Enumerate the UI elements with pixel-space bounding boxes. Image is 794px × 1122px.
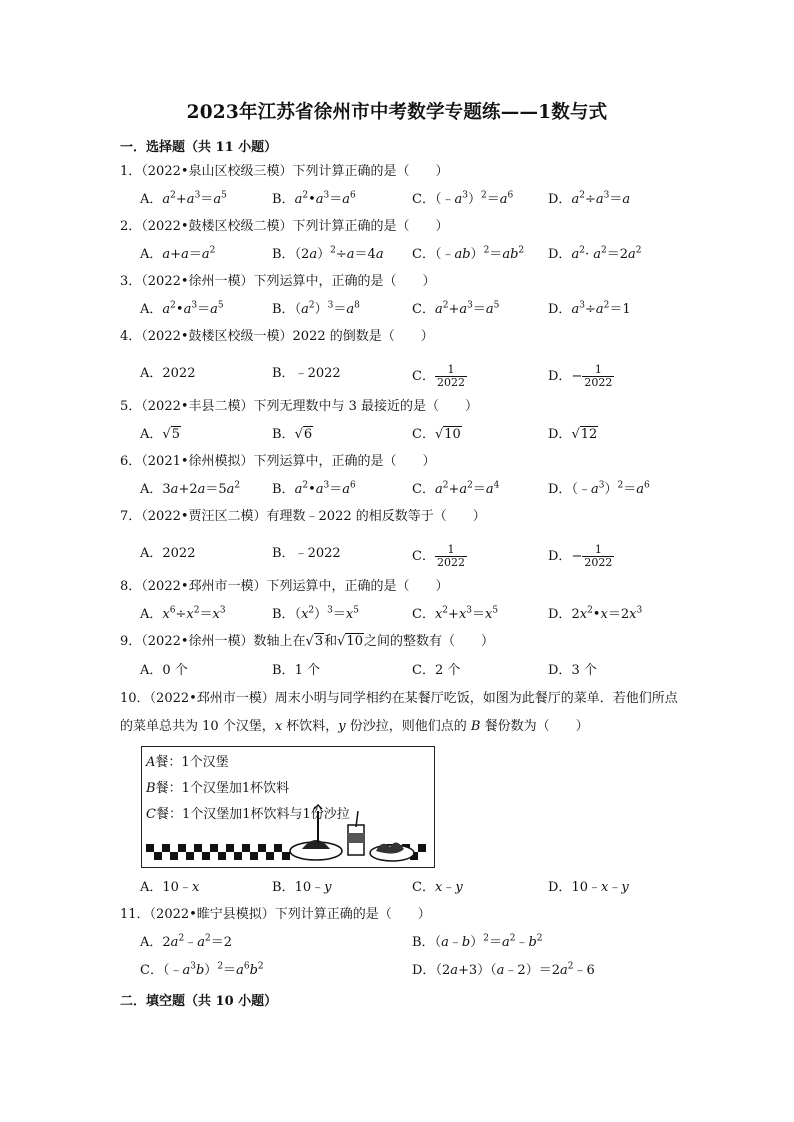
q6-option-c[interactable]: C．$a^2+a^2=a^4$ bbox=[412, 480, 500, 497]
menu-line-c: C餐：1个汉堡加1杯饮料与1份沙拉 bbox=[146, 807, 350, 822]
q8-option-a[interactable]: A．$x^6\div x^2=x^3$ bbox=[140, 605, 226, 622]
q7-option-b[interactable]: B．﹣2022 bbox=[272, 546, 341, 561]
page-title: 2023年江苏省徐州市中考数学专题练——1数与式 bbox=[186, 102, 608, 123]
q11-option-c[interactable]: C．$(﹣a^3b)^2=a^6b^2$ bbox=[140, 961, 264, 978]
section-heading-choice: 一．选择题（共 11 小题） bbox=[120, 140, 278, 155]
q7-option-c[interactable]: C． $\frac{1}{2022}$ bbox=[412, 543, 465, 569]
q11-option-b[interactable]: B．$(a﹣b)^2=a^2﹣b^2$ bbox=[412, 933, 543, 950]
fraction: $\frac{1}{2022}$ bbox=[584, 543, 613, 569]
q3-option-d[interactable]: D．$a^3\div a^2=1$ bbox=[548, 300, 631, 317]
q9-option-b[interactable]: B．1 个 bbox=[272, 663, 320, 678]
q4-option-d[interactable]: D．− $\frac{1}{2022}$ bbox=[548, 363, 613, 389]
menu-figure bbox=[141, 746, 435, 868]
section-heading-fill: 二．填空题（共 10 小题） bbox=[120, 994, 278, 1009]
q2-option-d[interactable]: D．$a^2\cdot a^2=2a^2$ bbox=[548, 245, 642, 262]
q3-option-a[interactable]: A．$a^2•a^3=a^5$ bbox=[140, 300, 224, 317]
q1-option-c[interactable]: C．$(﹣a^3)^2=a^6$ bbox=[412, 190, 514, 207]
q9-option-c[interactable]: C．2 个 bbox=[412, 663, 461, 678]
q6-option-a[interactable]: A．$3a+2a=5a^2$ bbox=[140, 480, 241, 497]
question-3: 3．（2022•徐州一模）下列运算中，正确的是（ ） bbox=[120, 274, 436, 289]
question-9: 9．（2022•徐州一模）数轴上在√3和√10之间的整数有（ ） bbox=[120, 634, 494, 649]
q11-option-d[interactable]: D．$(2a+3)(a﹣2)=2a^2﹣6$ bbox=[412, 961, 595, 978]
q2-option-c[interactable]: C．$(﹣ab)^2=ab^2$ bbox=[412, 245, 525, 262]
question-1: 1．（2022•泉山区校级三模）下列计算正确的是（ ） bbox=[120, 164, 449, 179]
q8-option-d[interactable]: D．$2x^2•x=2x^3$ bbox=[548, 605, 643, 622]
question-2: 2．（2022•鼓楼区校级二模）下列计算正确的是（ ） bbox=[120, 219, 449, 234]
q7-option-a[interactable]: A．2022 bbox=[140, 546, 196, 561]
fraction: $\frac{1}{2022}$ bbox=[584, 363, 613, 389]
q2-option-b[interactable]: B．$(2a)^2\div a=4a$ bbox=[272, 245, 384, 262]
q5-option-c[interactable]: C．√10 bbox=[412, 427, 461, 442]
q7-option-d[interactable]: D．− $\frac{1}{2022}$ bbox=[548, 543, 613, 569]
fraction: $\frac{1}{2022}$ bbox=[436, 543, 465, 569]
q8-option-c[interactable]: C．$x^2+x^3=x^5$ bbox=[412, 605, 499, 622]
q6-option-b[interactable]: B．$a^2•a^3=a^6$ bbox=[272, 480, 356, 497]
q10-option-c[interactable]: C．x﹣y bbox=[412, 880, 463, 895]
q5-option-b[interactable]: B．√6 bbox=[272, 427, 313, 442]
question-5: 5．（2022•丰县二模）下列无理数中与 3 最接近的是（ ） bbox=[120, 399, 479, 414]
question-4: 4．（2022•鼓楼区校级一模）2022 的倒数是（ ） bbox=[120, 329, 434, 344]
question-6: 6．（2021•徐州模拟）下列运算中，正确的是（ ） bbox=[120, 454, 436, 469]
question-11: 11．（2022•睢宁县模拟）下列计算正确的是（ ） bbox=[120, 907, 431, 922]
q10-option-b[interactable]: B．10﹣y bbox=[272, 880, 332, 895]
q1-option-d[interactable]: D．$a^2\div a^3=a$ bbox=[548, 190, 631, 207]
q10-option-d[interactable]: D．10﹣x﹣y bbox=[548, 880, 629, 895]
fraction: $\frac{1}{2022}$ bbox=[436, 363, 465, 389]
food-illustration bbox=[288, 803, 428, 865]
menu-line-b: B餐：1个汉堡加1杯饮料 bbox=[146, 781, 290, 796]
q10-option-a[interactable]: A．10﹣x bbox=[140, 880, 200, 895]
q1-option-a[interactable]: A．$a^2+a^3=a^5$ bbox=[140, 190, 227, 207]
menu-line-a: A餐：1个汉堡 bbox=[146, 755, 229, 770]
q9-option-a[interactable]: A．0 个 bbox=[140, 663, 188, 678]
q4-option-c[interactable]: C． $\frac{1}{2022}$ bbox=[412, 363, 465, 389]
q4-option-b[interactable]: B．﹣2022 bbox=[272, 366, 341, 381]
q5-option-d[interactable]: D．√12 bbox=[548, 427, 598, 442]
q3-option-b[interactable]: B．$(a^2)^3=a^8$ bbox=[272, 300, 360, 317]
question-7: 7．（2022•贾汪区二模）有理数﹣2022 的相反数等于（ ） bbox=[120, 509, 486, 524]
q8-option-b[interactable]: B．$(x^2)^3=x^5$ bbox=[272, 605, 359, 622]
q9-option-d[interactable]: D．3 个 bbox=[548, 663, 597, 678]
q2-option-a[interactable]: A．$a+a=a^2$ bbox=[140, 245, 216, 262]
question-10: 10．（2022•邳州市一模）周末小明与同学相约在某餐厅吃饭，如图为此餐厅的菜单．若他们所点的菜单总共为 10 个汉堡，x 杯饮料，y 份沙拉，则他们点的 B 餐份数为（ ） bbox=[120, 691, 678, 734]
q5-option-a[interactable]: A．√5 bbox=[140, 427, 180, 442]
q4-option-a[interactable]: A．2022 bbox=[140, 366, 196, 381]
q11-option-a[interactable]: A．$2a^2﹣a^2=2$ bbox=[140, 933, 232, 950]
q6-option-d[interactable]: D．$(﹣a^3)^2=a^6$ bbox=[548, 480, 650, 497]
q3-option-c[interactable]: C．$a^2+a^3=a^5$ bbox=[412, 300, 500, 317]
question-8: 8．（2022•邳州市一模）下列运算中，正确的是（ ） bbox=[120, 579, 449, 594]
q1-option-b[interactable]: B．$a^2•a^3=a^6$ bbox=[272, 190, 356, 207]
